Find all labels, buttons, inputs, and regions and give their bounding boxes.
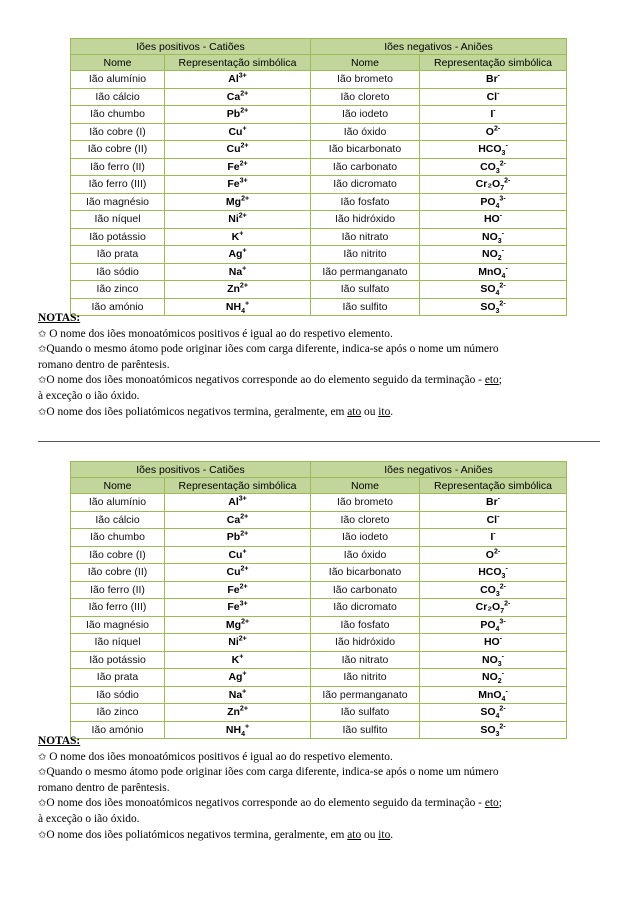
table-row — [71, 704, 567, 722]
col-symbol-header: Representação simbólica — [165, 55, 311, 71]
cation-symbol: $NH_4^+$ — [165, 721, 311, 739]
anion-name: Ião óxido — [311, 123, 420, 141]
note-3 — [38, 373, 604, 389]
suffix-ito: ito — [378, 828, 391, 841]
anion-name: Ião carbonato — [311, 581, 420, 599]
anion-symbol: MnO$_4$- — [420, 686, 567, 704]
anion-name: Ião nitrato — [311, 651, 420, 669]
anion-name: Ião iodeto — [311, 106, 420, 124]
star-icon: ✩ — [38, 798, 47, 810]
cation-symbol: Cu+ — [165, 546, 311, 564]
suffix-ato: ato — [347, 828, 362, 841]
table-row — [71, 599, 567, 617]
anion-name: Ião bicarbonato — [311, 141, 420, 159]
anion-name: Ião carbonato — [311, 158, 420, 176]
note-3-end: ; — [498, 797, 502, 810]
anion-name: Ião brometo — [311, 71, 420, 89]
table-row — [71, 494, 567, 512]
star-icon: ✩ — [38, 328, 47, 340]
anion-symbol: $SO_3^{2-}$ — [420, 298, 567, 316]
cation-name: Ião alumínio — [71, 494, 165, 512]
cation-name: Ião cálcio — [71, 511, 165, 529]
anion-name: Ião iodeto — [311, 529, 420, 547]
notes-title: NOTAS: — [38, 735, 81, 747]
cation-name: Ião amónio — [71, 298, 165, 316]
col-name-header: Nome — [71, 478, 165, 494]
star-icon: ✩ — [38, 406, 47, 418]
cation-name: Ião cálcio — [71, 88, 165, 106]
note-4-text: O nome dos iões poliatómicos negativos termina, geralmente, em — [46, 828, 348, 841]
column-header-row — [71, 55, 567, 71]
cation-symbol: $Ca^{2+}$ — [165, 511, 311, 529]
column-header-row — [71, 478, 567, 494]
table-body — [71, 494, 567, 739]
note-2-text: Quando o mesmo átomo pode originar iões com carga diferente, indica-se após o nome um número — [46, 766, 499, 779]
note-3-text: O nome dos iões monoatómicos negativos corresponde ao do elemento seguido da terminação - — [46, 374, 485, 387]
anion-symbol: Cl- — [420, 88, 567, 106]
table-row — [71, 176, 567, 194]
anion-name: Ião nitrito — [311, 246, 420, 264]
cation-name: Ião potássio — [71, 228, 165, 246]
anion-name: Ião dicromato — [311, 176, 420, 194]
note-4-end: . — [390, 828, 394, 841]
cation-symbol: $Al^{3+}$ — [165, 494, 311, 512]
note-3-text-cont: à exceção o ião óxido. — [38, 812, 140, 825]
anion-name: Ião nitrato — [311, 228, 420, 246]
star-icon: ✩ — [38, 751, 47, 763]
anion-symbol: $SO_4^{2-}$ — [420, 281, 567, 299]
group-header-row — [71, 39, 567, 55]
star-icon: ✩ — [38, 344, 47, 356]
cation-symbol: $Zn^{2+}$ — [165, 281, 311, 299]
cation-name: Ião chumbo — [71, 106, 165, 124]
table-body — [71, 71, 567, 316]
anion-name: Ião nitrito — [311, 669, 420, 687]
group-negative-header: Iões negativos - Aniões — [311, 39, 567, 55]
anion-name: Ião fosfato — [311, 616, 420, 634]
note-2-text: Quando o mesmo átomo pode originar iões com carga diferente, indica-se após o nome um número — [46, 343, 499, 356]
cation-name: Ião cobre (I) — [71, 546, 165, 564]
cation-symbol: $Al^{3+}$ — [165, 71, 311, 89]
cation-name: Ião chumbo — [71, 529, 165, 547]
anion-symbol: HO- — [420, 634, 567, 652]
notes-title: NOTAS: — [38, 312, 81, 324]
cation-symbol: $Cu^{2+}$ — [165, 564, 311, 582]
anion-symbol: Br- — [420, 71, 567, 89]
cation-name: Ião ferro (II) — [71, 158, 165, 176]
anion-symbol: $Cr_2O_7^{2-}$ — [420, 176, 567, 194]
table-row — [71, 141, 567, 159]
anion-symbol: $HCO_3^-$ — [420, 141, 567, 159]
group-negative-header: Iões negativos - Aniões — [311, 462, 567, 478]
cation-name: Ião zinco — [71, 281, 165, 299]
star-icon: ✩ — [38, 375, 47, 387]
cation-symbol: K+ — [165, 228, 311, 246]
cation-symbol: $NH_4^+$ — [165, 298, 311, 316]
anion-name: Ião permanganato — [311, 686, 420, 704]
anion-symbol: HO- — [420, 211, 567, 229]
anion-symbol: Cl- — [420, 511, 567, 529]
anion-name: Ião permanganato — [311, 263, 420, 281]
cation-symbol: $Ni^{2+}$ — [165, 211, 311, 229]
anion-name: Ião fosfato — [311, 193, 420, 211]
table-row — [71, 211, 567, 229]
cation-name: Ião ferro (III) — [71, 599, 165, 617]
cation-name: Ião cobre (II) — [71, 564, 165, 582]
anion-symbol: $Cr_2O_7^{2-}$ — [420, 599, 567, 617]
table-row — [71, 228, 567, 246]
anion-name: Ião sulfito — [311, 298, 420, 316]
col-name-header: Nome — [71, 55, 165, 71]
cation-symbol: $Zn^{2+}$ — [165, 704, 311, 722]
note-1-text: O nome dos iões monoatómicos positivos é igual ao do respetivo elemento. — [46, 327, 393, 340]
cation-symbol: $Cu^{2+}$ — [165, 141, 311, 159]
cation-name: Ião cobre (II) — [71, 141, 165, 159]
cation-symbol: $Fe^{2+}$ — [165, 581, 311, 599]
note-4-mid: ou — [361, 828, 379, 841]
cation-name: Ião amónio — [71, 721, 165, 739]
col-symbol-header: Representação simbólica — [420, 55, 567, 71]
cation-name: Ião ferro (II) — [71, 581, 165, 599]
star-icon: ✩ — [38, 829, 47, 841]
anion-symbol: $O^{2-}$ — [420, 546, 567, 564]
cation-symbol: Cu+ — [165, 123, 311, 141]
note-3-end: ; — [498, 374, 502, 387]
anion-name: Ião cloreto — [311, 88, 420, 106]
anion-name: Ião sulfato — [311, 281, 420, 299]
anion-symbol: Br- — [420, 494, 567, 512]
cation-name: Ião magnésio — [71, 616, 165, 634]
anion-symbol: $NO_3^-$ — [420, 228, 567, 246]
table-row — [71, 616, 567, 634]
group-header-row — [71, 462, 567, 478]
table-row — [71, 651, 567, 669]
anion-symbol: $SO_3^{2-}$ — [420, 721, 567, 739]
anion-symbol: I- — [420, 106, 567, 124]
cation-symbol: $Fe^{3+}$ — [165, 176, 311, 194]
note-4-mid: ou — [361, 405, 379, 418]
note-4 — [38, 405, 604, 421]
note-3-cont — [38, 812, 604, 828]
suffix-eto: eto — [484, 374, 499, 387]
anion-symbol: $NO_2^-$ — [420, 669, 567, 687]
cation-name: Ião zinco — [71, 704, 165, 722]
anion-symbol: $HCO_3^-$ — [420, 564, 567, 582]
suffix-ito: ito — [378, 405, 391, 418]
table-row — [71, 88, 567, 106]
note-3-text-cont: à exceção o ião óxido. — [38, 389, 140, 402]
anion-symbol: $PO_4^{3-}$ — [420, 616, 567, 634]
cation-name: Ião níquel — [71, 211, 165, 229]
note-1 — [38, 327, 604, 343]
cation-symbol: $Mg^{2+}$ — [165, 193, 311, 211]
anion-name: Ião sulfato — [311, 704, 420, 722]
cation-name: Ião potássio — [71, 651, 165, 669]
anion-symbol: MnO$_4$- — [420, 263, 567, 281]
cation-symbol: Ag+ — [165, 669, 311, 687]
cation-symbol: $Ni^{2+}$ — [165, 634, 311, 652]
table-row — [71, 263, 567, 281]
section-divider — [38, 441, 600, 442]
notes-section — [38, 734, 604, 843]
cation-symbol: $Pb^{2+}$ — [165, 529, 311, 547]
cation-symbol: $Fe^{2+}$ — [165, 158, 311, 176]
table-row — [71, 246, 567, 264]
notes-section — [38, 311, 604, 420]
note-4-end: . — [390, 405, 394, 418]
note-2 — [38, 765, 604, 781]
note-3 — [38, 796, 604, 812]
note-2-text-cont: romano dentro de parêntesis. — [38, 781, 170, 794]
note-2-text-cont: romano dentro de parêntesis. — [38, 358, 170, 371]
table-row — [71, 158, 567, 176]
ions-table — [70, 38, 567, 316]
anion-symbol: $SO_4^{2-}$ — [420, 704, 567, 722]
anion-symbol: $PO_4^{3-}$ — [420, 193, 567, 211]
cation-name: Ião prata — [71, 246, 165, 264]
group-positive-header: Iões positivos - Catiões — [71, 462, 311, 478]
cation-symbol: $Ca^{2+}$ — [165, 88, 311, 106]
suffix-eto: eto — [484, 797, 499, 810]
anion-symbol: I- — [420, 529, 567, 547]
table-row — [71, 564, 567, 582]
anion-name: Ião hidróxido — [311, 634, 420, 652]
anion-name: Ião sulfito — [311, 721, 420, 739]
col-name-header: Nome — [311, 55, 420, 71]
cation-name: Ião alumínio — [71, 71, 165, 89]
note-2-cont — [38, 781, 604, 797]
cation-symbol: Na+ — [165, 263, 311, 281]
anion-name: Ião óxido — [311, 546, 420, 564]
note-4 — [38, 828, 604, 844]
note-2 — [38, 342, 604, 358]
suffix-ato: ato — [347, 405, 362, 418]
table-row — [71, 106, 567, 124]
group-positive-header: Iões positivos - Catiões — [71, 39, 311, 55]
table-row — [71, 546, 567, 564]
anion-symbol: $NO_2^-$ — [420, 246, 567, 264]
cation-symbol: K+ — [165, 651, 311, 669]
note-4-text: O nome dos iões poliatómicos negativos termina, geralmente, em — [46, 405, 348, 418]
cation-name: Ião magnésio — [71, 193, 165, 211]
cation-symbol: $Mg^{2+}$ — [165, 616, 311, 634]
cation-name: Ião prata — [71, 669, 165, 687]
note-1-text: O nome dos iões monoatómicos positivos é igual ao do respetivo elemento. — [46, 750, 393, 763]
table-row — [71, 634, 567, 652]
col-symbol-header: Representação simbólica — [420, 478, 567, 494]
table-row — [71, 529, 567, 547]
cation-name: Ião níquel — [71, 634, 165, 652]
table-row — [71, 281, 567, 299]
anion-symbol: $O^{2-}$ — [420, 123, 567, 141]
col-symbol-header: Representação simbólica — [165, 478, 311, 494]
table-row — [71, 71, 567, 89]
anion-name: Ião dicromato — [311, 599, 420, 617]
table-row — [71, 123, 567, 141]
cation-name: Ião ferro (III) — [71, 176, 165, 194]
anion-name: Ião hidróxido — [311, 211, 420, 229]
table-row — [71, 669, 567, 687]
anion-symbol: $NO_3^-$ — [420, 651, 567, 669]
col-name-header: Nome — [311, 478, 420, 494]
cation-name: Ião sódio — [71, 686, 165, 704]
note-2-cont — [38, 358, 604, 374]
table-row — [71, 581, 567, 599]
anion-name: Ião cloreto — [311, 511, 420, 529]
table-row — [71, 193, 567, 211]
note-3-text: O nome dos iões monoatómicos negativos corresponde ao do elemento seguido da terminação - — [46, 797, 485, 810]
table-row — [71, 686, 567, 704]
anion-name: Ião brometo — [311, 494, 420, 512]
anion-name: Ião bicarbonato — [311, 564, 420, 582]
cation-symbol: $Fe^{3+}$ — [165, 599, 311, 617]
cation-symbol: Ag+ — [165, 246, 311, 264]
table-row — [71, 511, 567, 529]
cation-symbol: $Pb^{2+}$ — [165, 106, 311, 124]
cation-name: Ião cobre (I) — [71, 123, 165, 141]
note-3-cont — [38, 389, 604, 405]
cation-name: Ião sódio — [71, 263, 165, 281]
star-icon: ✩ — [38, 767, 47, 779]
anion-symbol: $CO_3^{2-}$ — [420, 158, 567, 176]
ions-table — [70, 461, 567, 739]
note-1 — [38, 750, 604, 766]
anion-symbol: $CO_3^{2-}$ — [420, 581, 567, 599]
cation-symbol: Na+ — [165, 686, 311, 704]
